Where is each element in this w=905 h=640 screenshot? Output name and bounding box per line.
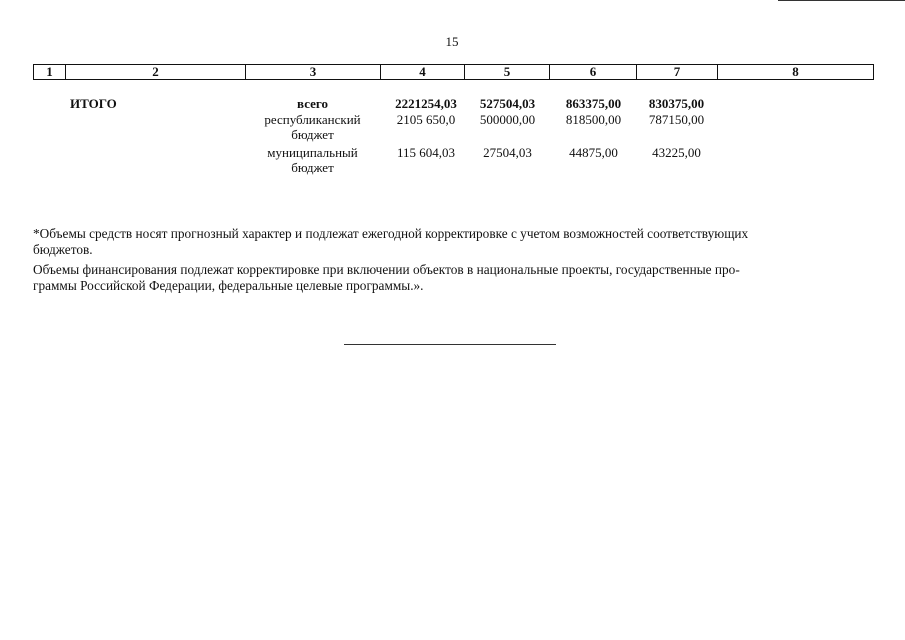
footnote-line-3: Объемы финансирования подлежат корректировке при включении объектов в национальные проекты, государственные про- (33, 262, 740, 277)
footnote-line-4: граммы Российской Федерации, федеральные целевые программы.». (33, 278, 424, 293)
row-label-republican-line2: бюджет (291, 127, 334, 142)
footnote-line-1: *Объемы средств носят прогнозный характер и подлежат ежегодной корректировке с учетом возможностей соответствующих (33, 226, 749, 241)
footnote-line-2: бюджетов. (33, 242, 93, 257)
row-label-total: всего (297, 96, 328, 111)
total-label: ИТОГО (70, 96, 117, 111)
row-label-republican-line1: республиканский (264, 112, 361, 127)
top-edge-rule (778, 0, 905, 1)
value-col5: 527504,03 (479, 96, 536, 111)
row-label-municipal-line2: бюджет (291, 160, 334, 175)
column-number-2: 2 (66, 65, 246, 80)
row-label-municipal-line1: муниципальный (267, 145, 358, 160)
column-number-7: 7 (637, 65, 718, 80)
column-number-3: 3 (246, 65, 381, 80)
value-col4: 2221254,03 (395, 96, 457, 111)
column-number-8: 8 (718, 65, 874, 80)
column-number-1: 1 (34, 65, 66, 80)
page-number: 15 (445, 34, 459, 49)
value-col4: 115 604,03 (396, 145, 456, 160)
column-number-6: 6 (550, 65, 637, 80)
value-col6: 44875,00 (569, 145, 618, 160)
value-col7: 787150,00 (648, 112, 705, 127)
end-of-section-rule (344, 344, 556, 345)
value-col7: 43225,00 (652, 145, 701, 160)
value-col5: 27504,03 (483, 145, 532, 160)
column-number-5: 5 (465, 65, 550, 80)
column-number-header (33, 64, 874, 80)
value-col5: 500000,00 (479, 112, 536, 127)
column-number-4: 4 (381, 65, 465, 80)
value-col6: 818500,00 (565, 112, 622, 127)
value-col7: 830375,00 (648, 96, 705, 111)
value-col4: 2105 650,0 (396, 112, 456, 127)
value-col6: 863375,00 (565, 96, 622, 111)
